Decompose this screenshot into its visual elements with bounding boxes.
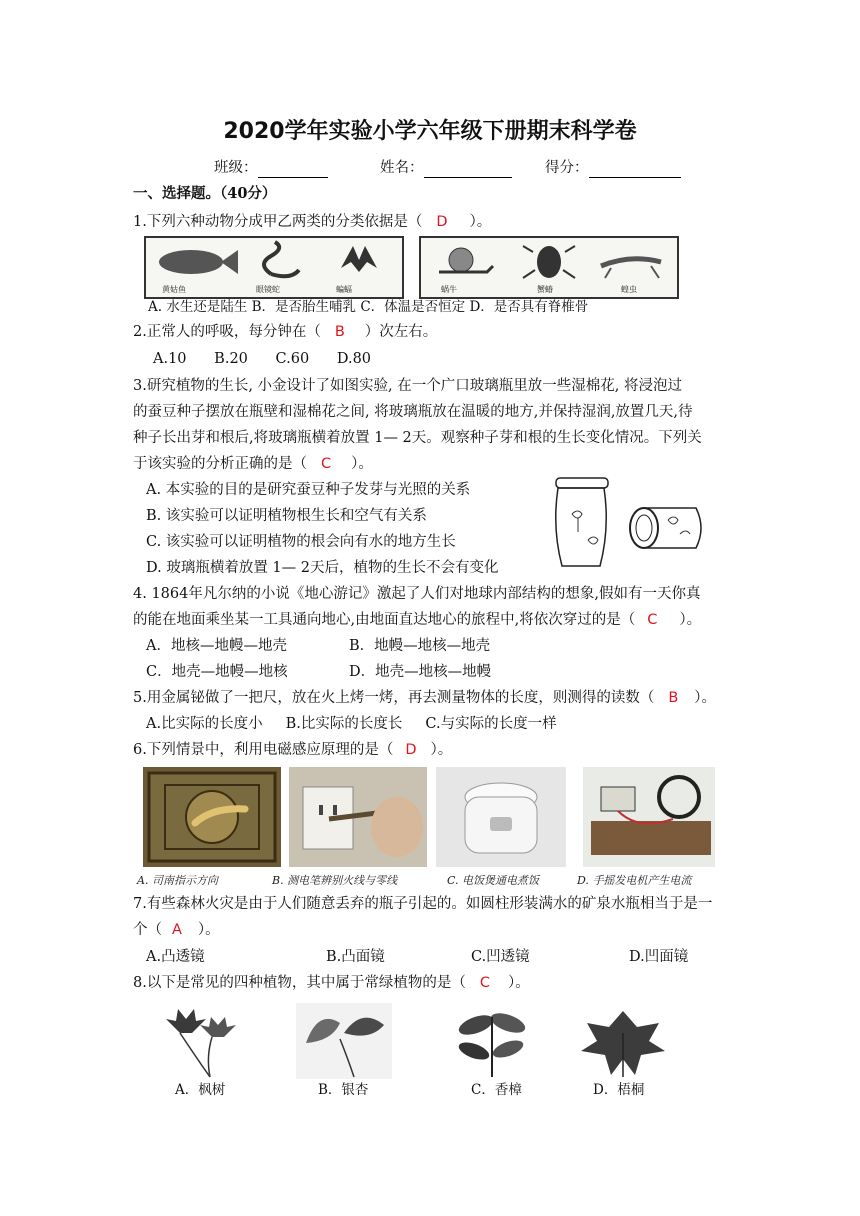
caption-text: 司南指示方向 [151,874,218,887]
q6-caption-a [137,872,218,888]
q1-answer: D [436,214,448,230]
q4-stem-a: 的能在地面乘坐某一工具通向地心,由地面直达地心的旅程中,将依次穿过的是（ [133,612,636,628]
question-1-stem [133,212,491,232]
ginkgo-leaf-drawing [296,1003,392,1079]
name-blank[interactable] [424,161,512,178]
q6-caption-d [577,872,691,888]
q7-stem-b: ）。 [197,922,220,938]
page-title: 2020学年实验小学六年级下册期末科学卷 [223,119,637,144]
q3-line-2: 的蚕豆种子摆放在瓶壁和湿棉花之间, 将玻璃瓶放在温暖的地方,并保持湿润,放置几天,待 [133,404,693,420]
q4-option-d: D．地壳—地核—地幔 [349,664,492,680]
section-heading: 一、选择题。（40分） [133,185,277,202]
name-label: 姓名： [380,160,424,176]
q8-label-d: D．梧桐 [593,1082,645,1098]
tilted-jar [630,508,658,548]
q1-animal-group-1 [144,236,404,299]
cobra-icon [264,242,299,276]
q4-stem-b: ）。 [679,612,702,628]
q6-caption-b [272,872,397,888]
q5-options: A.比实际的长度小 B.比实际的长度长 C.与实际的长度一样 [146,716,557,732]
q8-leaf-a-maple [150,1003,246,1079]
animal-label: 蜗牛 [441,285,457,294]
camphor-leaf-icon [456,1011,495,1038]
q2-stem-a: 2.正常人的呼吸，每分钟在（ [133,324,321,340]
class-field [214,158,328,178]
q7-answer: A [172,922,182,938]
animal-label: 蝗虫 [621,285,637,294]
rice-cooker-drawing [436,767,566,867]
animal-label: 蟹蝽 [537,285,553,294]
score-field [545,158,681,178]
q6-photo-a-compass [143,767,281,867]
q6-answer: D [405,742,417,758]
q8-label-a: A．枫树 [175,1082,226,1098]
caption-letter: B. [272,874,284,887]
caption-text: 手摇发电机产生电流 [592,874,692,887]
score-blank[interactable] [589,161,681,178]
camphor-leaf-drawing [446,1003,538,1079]
q8-stem-b: ）。 [507,975,530,991]
q4-option-a: A．地核—地幔—地壳 [146,638,287,654]
q6-stem-a: 6.下列情景中，利用电磁感应原理的是（ [133,742,394,758]
q2-answer: B [334,324,345,340]
q3-option-c: C. 该实验可以证明植物的根会向有水的地方生长 [146,534,456,550]
meter-icon [601,787,635,811]
q6-stem-b: ）。 [430,742,453,758]
name-field [380,158,512,178]
animal-label: 眼镜蛇 [256,285,280,294]
q8-leaf-b-ginkgo [296,1003,392,1079]
question-5-stem [133,688,716,708]
upright-jar [556,488,607,566]
question-2-stem [133,322,437,342]
q3-line-1: 3.研究植物的生长, 小金设计了如图实验, 在一个广口玻璃瓶里放一些湿棉花, 将浸泡过 [133,378,682,394]
class-label: 班级： [214,160,258,176]
bat-icon [341,246,377,272]
generator-drawing [583,767,715,867]
board [591,821,711,855]
q7-line-1: 7.有些森林火灾是由于人们随意丢弃的瓶子引起的。如圆柱形装满水的矿泉水瓶相当于是一 [133,896,713,912]
q8-answer: C [479,975,490,991]
q7-stem-a: 个（ [133,922,162,938]
animal-label: 蝙蝠 [336,285,352,294]
q2-options: A.10 B.20 C.60 D.80 [153,351,372,367]
maple-leaf-icon [166,1009,206,1033]
caption-letter: D. [577,874,589,887]
q4-line-1: 4. 1864年凡尔纳的小说《地心游记》激起了人们对地球内部结构的想象,假如有一天你真 [133,586,701,602]
q3-line-3: 种子长出芽和根后,将玻璃瓶横着放置 1— 2天。观察种子芽和根的生长变化情况。下列关 [133,430,702,446]
maple-leaf-drawing [150,1003,246,1079]
q5-stem-a: 5.用金属铋做了一把尺，放在火上烤一烤，再去测量物体的长度，则测得的读数（ [133,690,655,706]
fish-tail [221,250,238,274]
q1-stem-b: ）。 [469,214,492,230]
q8-leaf-d-parasol [577,1003,669,1079]
class-blank[interactable] [258,161,328,178]
crank-wheel-icon [659,777,699,817]
q8-stem-a: 8.以下是常见的四种植物，其中属于常绿植物的是（ [133,975,466,991]
question-6-stem [133,740,452,760]
q1-stem-a: 1.下列六种动物分成甲乙两类的分类依据是（ [133,214,423,230]
outlet-drawing [289,767,427,867]
caption-text: 测电笔辨别火线与零线 [287,874,398,887]
q2-stem-b: ）次左右。 [364,324,438,340]
q4-answer: C [647,612,658,628]
q1-options: A. 水生还是陆生 B．是否胎生哺乳 C．体温是否恒定 D．是否具有脊椎骨 [148,299,589,315]
q8-leaf-c-camphor [446,1003,538,1079]
animal-label: 黄姑鱼 [162,285,186,294]
beetle-icon [537,246,561,278]
q6-caption-c [447,872,539,888]
q6-photo-d-generator [583,767,715,867]
q4-line-2 [133,610,701,630]
caption-text: 电饭煲通电煮饭 [462,874,540,887]
snail-icon [449,248,473,272]
q3-option-d: D. 玻璃瓶横着放置 1— 2天后，植物的生长不会有变化 [146,560,499,576]
q3-stem-a: 于该实验的分析正确的是（ [133,456,307,472]
q4-option-b: B．地幔—地核—地壳 [349,638,491,654]
fish-icon [159,250,223,274]
q3-jar-illustration [548,474,718,570]
q7-line-2 [133,920,220,940]
q3-option-b: B. 该实验可以证明植物根生长和空气有关系 [146,508,427,524]
q8-label-c: C．香樟 [471,1082,522,1098]
locust-icon [601,259,661,266]
parasol-leaf-drawing [577,1003,669,1079]
q7-option-a: A.凸透镜 [146,949,205,965]
q6-photo-c-rice-cooker [436,767,566,867]
q3-option-a: A. 本实验的目的是研究蚕豆种子发芽与光照的关系 [146,482,471,498]
q3-stem-b: ）。 [351,456,373,472]
score-label: 得分： [545,160,589,176]
caption-letter: C. [447,874,459,887]
question-8-stem [133,973,530,993]
q1-animal-group-2 [419,236,679,299]
q4-option-c: C．地壳—地幔—地核 [146,664,288,680]
q7-option-d: D.凹面镜 [629,949,689,965]
ginkgo-leaf-icon [306,1019,340,1043]
compass-drawing [143,767,281,867]
q5-answer: B [668,690,679,706]
caption-letter: A. [137,874,149,887]
q5-stem-b: ）。 [694,690,717,706]
q6-photo-b-tester [289,767,427,867]
hand-icon [371,797,423,857]
q8-label-b: B．银杏 [318,1082,369,1098]
q3-line-4 [133,454,373,474]
q7-option-c: C.凹透镜 [471,949,530,965]
jar-drawing [548,474,718,570]
q3-answer: C [321,456,332,472]
q7-option-b: B.凸面镜 [326,949,385,965]
